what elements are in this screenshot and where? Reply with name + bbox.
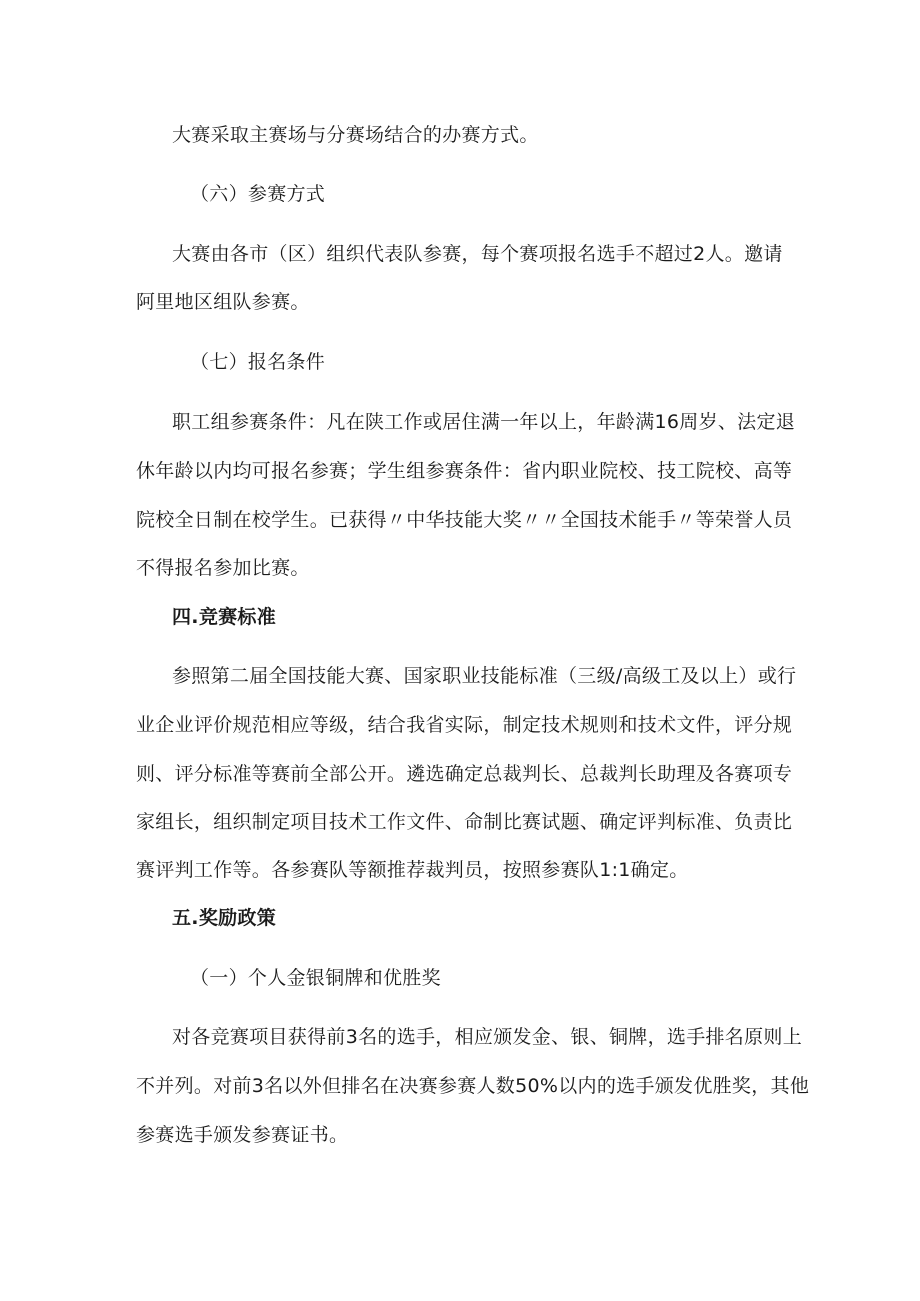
paragraph-participation-line-2: 阿里地区组队参赛。 bbox=[136, 291, 310, 313]
section-title-participation-method: （六）参赛方式 bbox=[190, 183, 326, 205]
paragraph-registration-line-4: 不得报名参加比赛。 bbox=[136, 557, 310, 579]
section-title-registration-conditions: （七）报名条件 bbox=[190, 351, 326, 373]
paragraph-medals-line-1: 对各竞赛项目获得前3名的选手，相应颁发金、银、铜牌，选手排名原则上 bbox=[172, 1026, 802, 1048]
paragraph-standards-line-3: 则、评分标准等赛前全部公开。遴选确定总裁判长、总裁判长助理及各赛项专 bbox=[136, 763, 793, 785]
paragraph-standards-line-1: 参照第二届全国技能大赛、国家职业技能标准（三级/高级工及以上）或行 bbox=[172, 665, 797, 687]
paragraph-competition-format: 大赛采取主赛场与分赛场结合的办赛方式。 bbox=[172, 124, 539, 146]
section-title-medals-and-awards: （一）个人金银铜牌和优胜奖 bbox=[190, 967, 441, 989]
paragraph-participation-line-1: 大赛由各市（区）组织代表队参赛，每个赛项报名选手不超过2人。邀请 bbox=[172, 243, 783, 265]
heading-reward-policy: 五.奖励政策 bbox=[172, 907, 277, 929]
heading-competition-standards: 四.竞赛标准 bbox=[172, 606, 277, 628]
paragraph-standards-line-2: 业企业评价规范相应等级，结合我省实际，制定技术规则和技术文件，评分规 bbox=[136, 714, 793, 736]
paragraph-standards-line-5: 赛评判工作等。各参赛队等额推荐裁判员，按照参赛队1:1确定。 bbox=[136, 859, 689, 881]
paragraph-registration-line-1: 职工组参赛条件：凡在陕工作或居住满一年以上，年龄满16周岁、法定退 bbox=[172, 411, 796, 433]
paragraph-registration-line-3: 院校全日制在校学生。已获得〃中华技能大奖〃〃全国技术能手〃等荣誉人员 bbox=[136, 509, 793, 531]
paragraph-registration-line-2: 休年龄以内均可报名参赛；学生组参赛条件：省内职业院校、技工院校、高等 bbox=[136, 460, 793, 482]
paragraph-medals-line-3: 参赛选手颁发参赛证书。 bbox=[136, 1124, 349, 1146]
paragraph-medals-line-2: 不并列。对前3名以外但排名在决赛参赛人数50%以内的选手颁发优胜奖，其他 bbox=[136, 1075, 810, 1097]
paragraph-standards-line-4: 家组长，组织制定项目技术工作文件、命制比赛试题、确定评判标准、负责比 bbox=[136, 811, 793, 833]
